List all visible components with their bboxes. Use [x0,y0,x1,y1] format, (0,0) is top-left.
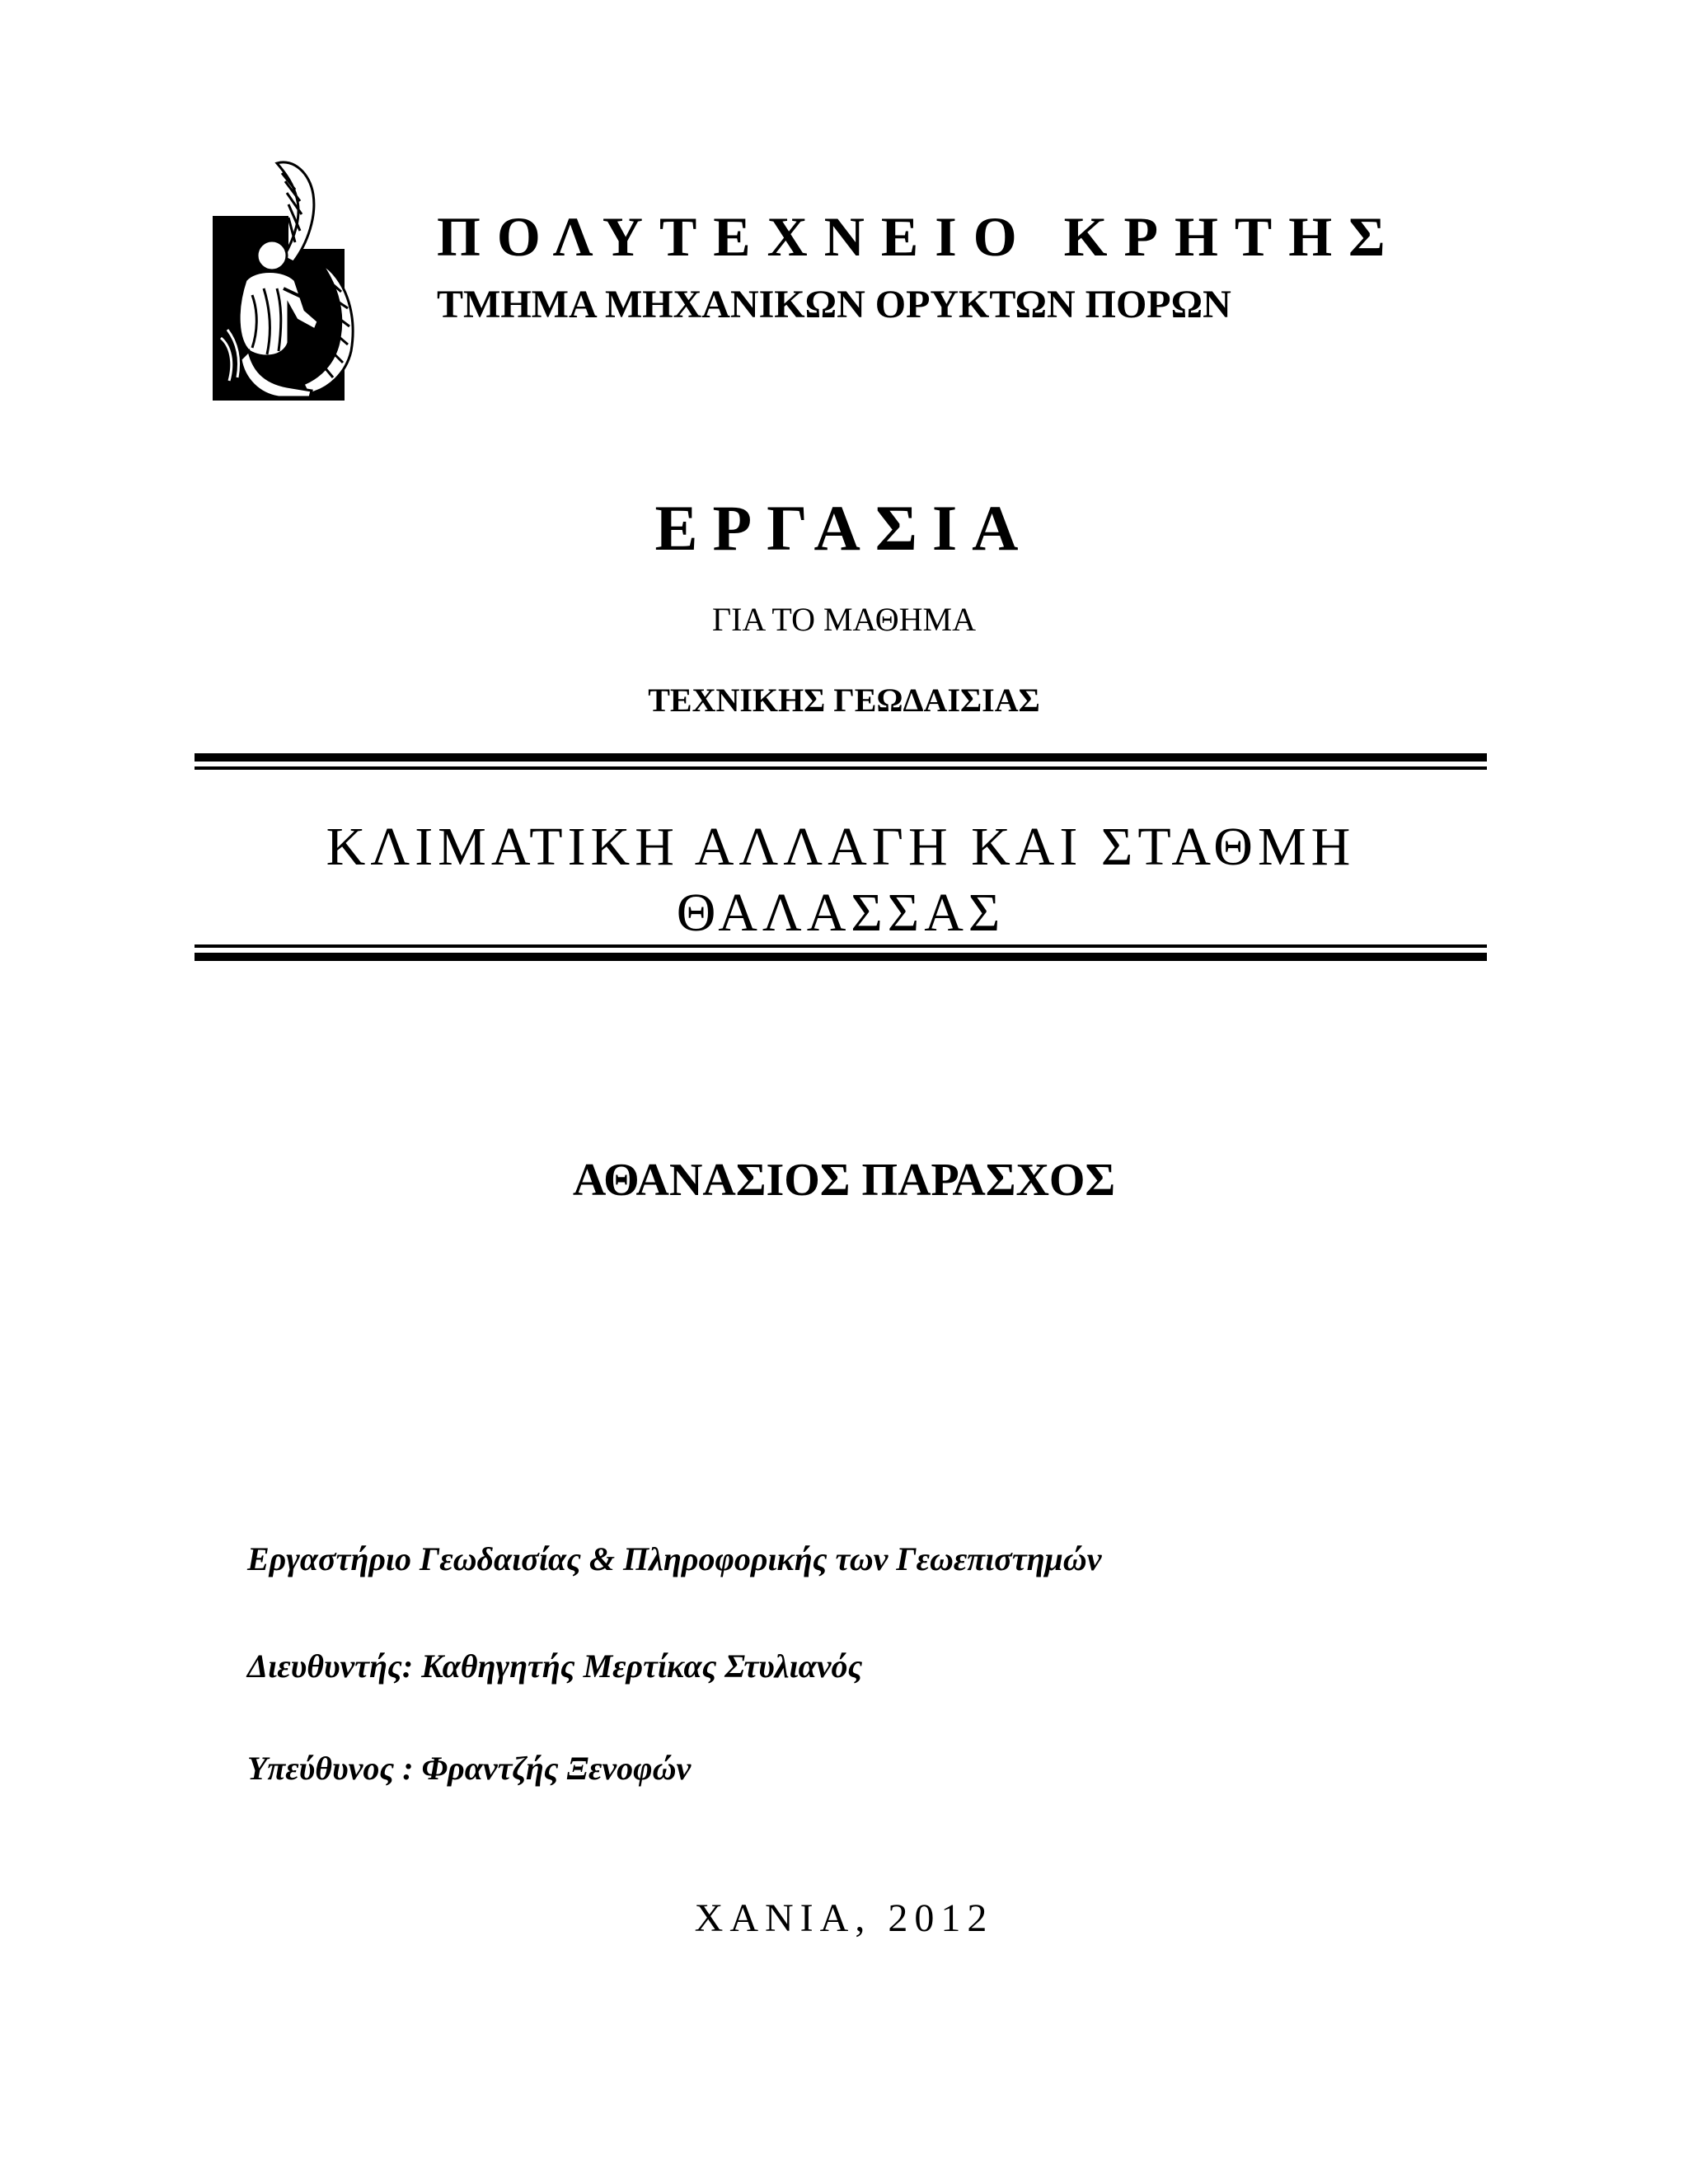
document-subtitle: ΓΙΑ ΤΟ ΜΑΘΗΜΑ [711,601,977,638]
document-title: ΕΡΓΑΣΙΑ [654,492,1034,564]
topic-line-2: ΘΑΛΑΣΣΑΣ [676,883,1006,943]
supervisor-line: Υπεύθυνος : Φραντζής Ξενοφών [247,1750,692,1787]
topic-title [195,814,1487,946]
author-name: ΑΘΑΝΑΣΙΟΣ ΠΑΡΑΣΧΟΣ [572,1155,1116,1206]
university-name: ΠΟΛΥΤΕΧΝΕΙΟ ΚΡΗΤΗΣ [437,205,1402,268]
university-seal-icon [213,157,369,404]
course-name: ΤΕΧΝΙΚΗΣ ΓΕΩΔΑΙΣΙΑΣ [648,682,1040,719]
place-date: ΧΑΝΙΑ, 2012 [694,1896,994,1940]
lab-name: Εργαστήριο Γεωδαισίας & Πληροφορικής των Γεωεπιστημών [247,1540,1102,1577]
top-double-rule [195,753,1487,778]
topic-line-1: ΚΛΙΜΑΤΙΚΗ ΑΛΛΑΓΗ ΚΑΙ ΣΤΑΘΜΗ [326,817,1356,877]
bottom-double-rule [195,944,1487,969]
department-name: ΤΜΗΜΑ ΜΗΧΑΝΙΚΩΝ ΟΡΥΚΤΩΝ ΠΟΡΩΝ [437,283,1231,326]
director-line: Διευθυντής: Καθηγητής Μερτίκας Στυλιανός [247,1647,863,1685]
